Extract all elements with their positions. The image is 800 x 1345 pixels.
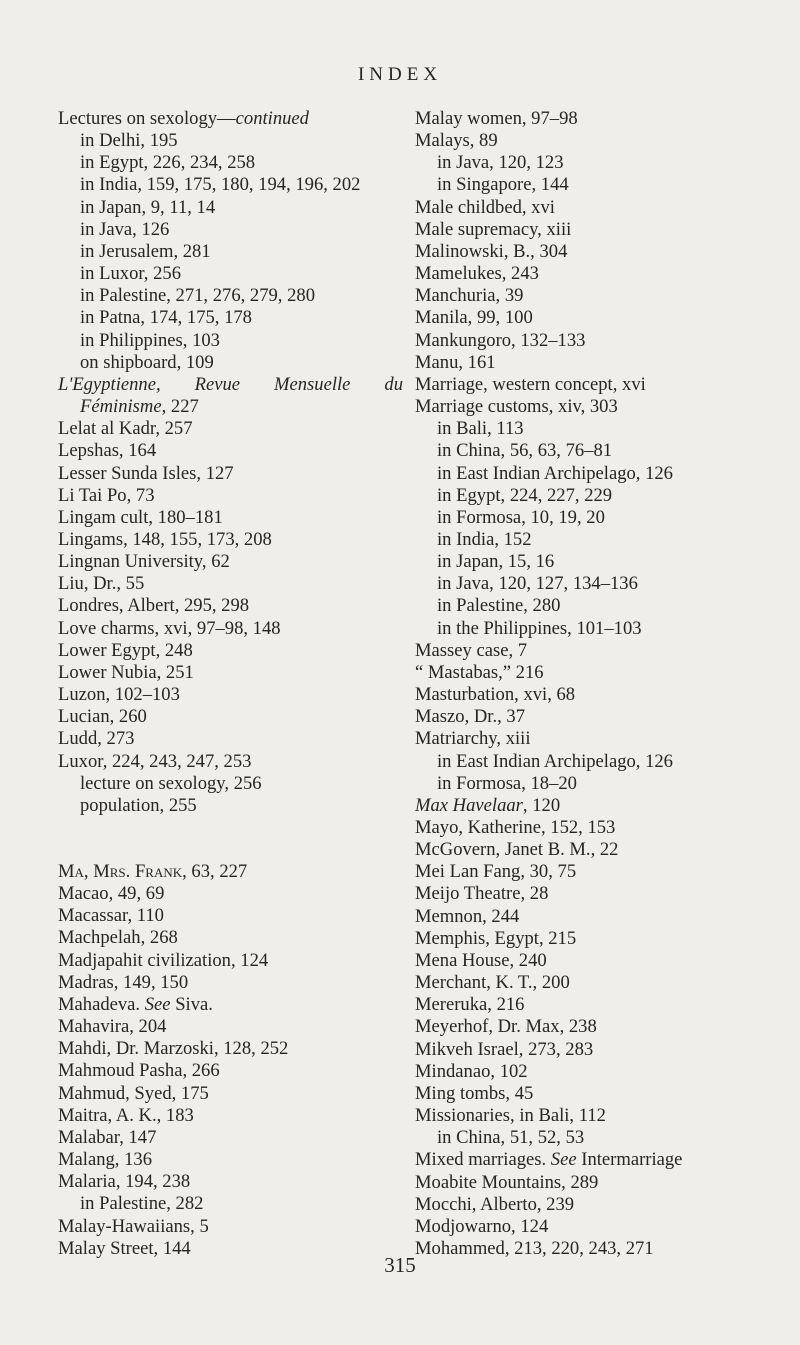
index-entry [415, 728, 760, 750]
entry-text: Lingnan University, 62 [58, 551, 230, 573]
entry-text: Malay-Hawaiians, 5 [58, 1215, 209, 1237]
index-entry [415, 130, 760, 152]
index-subentry [58, 330, 403, 352]
entry-text: Manila, 99, 100 [415, 307, 533, 329]
index-entry [415, 640, 760, 662]
entry-text: Mahmoud Pasha, 266 [58, 1060, 220, 1082]
entry-text: Matriarchy, xiii [415, 728, 531, 750]
index-subentry [415, 595, 760, 617]
entry-text: Manu, 161 [415, 351, 496, 373]
index-entry [58, 1127, 403, 1149]
index-entry [58, 662, 403, 684]
index-entry [415, 263, 760, 285]
entry-text: Lingams, 148, 155, 173, 208 [58, 528, 272, 550]
entry-text: Meyerhof, Dr. Max, 238 [415, 1016, 597, 1038]
index-entry [415, 285, 760, 307]
entry-text: Modjowarno, 124 [415, 1215, 549, 1237]
index-entry [415, 108, 760, 130]
index-entry [58, 706, 403, 728]
right-column [415, 108, 760, 1260]
entry-text: Lingam cult, 180–181 [58, 506, 223, 528]
entry-text: Malabar, 147 [58, 1126, 157, 1148]
entry-text: in East Indian Archipelago, 126 [437, 462, 673, 484]
index-entry [58, 1216, 403, 1238]
index-entry [58, 1060, 403, 1082]
entry-text: in Palestine, 282 [80, 1193, 204, 1215]
entry-text: Li Tai Po, 73 [58, 484, 155, 506]
entry-text: in Singapore, 144 [437, 174, 569, 196]
index-subentry [415, 507, 760, 529]
entry-pages: Siva. [170, 993, 213, 1015]
entry-text: Luzon, 102–103 [58, 684, 180, 706]
entry-text: Massey case, 7 [415, 639, 528, 661]
entry-text: population, 255 [80, 794, 197, 816]
entry-text: Ma, Mrs. Frank [58, 861, 183, 882]
entry-text: in Formosa, 18–20 [437, 772, 577, 794]
index-subentry [58, 152, 403, 174]
entry-text: Liu, Dr., 55 [58, 573, 145, 595]
entry-text: Lepshas, 164 [58, 440, 157, 462]
index-subentry [415, 174, 760, 196]
entry-word: L'Egyptienne, [58, 373, 161, 395]
index-entry [58, 108, 403, 130]
entry-text: Mikveh Israel, 273, 283 [415, 1038, 594, 1060]
index-entry [415, 307, 760, 329]
index-entry [58, 728, 403, 750]
entry-text: Ludd, 273 [58, 728, 135, 750]
index-entry [415, 817, 760, 839]
entry-text: Malay Street, 144 [58, 1237, 191, 1259]
entry-continued-label: continued [235, 108, 309, 129]
index-subentry [58, 130, 403, 152]
index-entry [58, 1016, 403, 1038]
entry-text: Lucian, 260 [58, 706, 147, 728]
index-entry [415, 1105, 760, 1127]
entry-text: in China, 51, 52, 53 [437, 1127, 585, 1149]
entry-pages: , 120 [522, 794, 561, 816]
entry-text: in Palestine, 280 [437, 595, 561, 617]
entry-text: in Palestine, 271, 276, 279, 280 [80, 285, 315, 307]
left-column [58, 108, 403, 1260]
entry-text: Machpelah, 268 [58, 927, 178, 949]
entry-text: Macassar, 110 [58, 905, 164, 927]
index-entry [415, 1083, 760, 1105]
index-entry [58, 573, 403, 595]
entry-text: Malinowski, B., 304 [415, 240, 568, 262]
entry-text: Lower Nubia, 251 [58, 661, 194, 683]
entry-text: Mindanao, 102 [415, 1060, 528, 1082]
left-column-l-entries [58, 108, 403, 817]
index-entry [58, 994, 403, 1016]
index-subentry [58, 307, 403, 329]
entry-text: Luxor, 224, 243, 247, 253 [58, 750, 252, 772]
index-entry [415, 662, 760, 684]
entry-text: Lelat al Kadr, 257 [58, 418, 193, 440]
index-entry [58, 1105, 403, 1127]
index-entry [58, 1171, 403, 1193]
index-entry [58, 751, 403, 773]
entry-word: Revue [194, 373, 241, 395]
entry-text: Meijo Theatre, 28 [415, 883, 549, 905]
index-subentry [415, 440, 760, 462]
index-entry [415, 861, 760, 883]
entry-text: Memphis, Egypt, 215 [415, 927, 577, 949]
entry-text: Mena House, 240 [415, 949, 547, 971]
index-subentry [415, 1127, 760, 1149]
index-subentry [415, 773, 760, 795]
index-entry [58, 1038, 403, 1060]
index-subentry [415, 551, 760, 573]
entry-text: Maitra, A. K., 183 [58, 1104, 194, 1126]
index-entry [415, 950, 760, 972]
entry-text: in East Indian Archipelago, 126 [437, 750, 673, 772]
index-entry [58, 972, 403, 994]
entry-text: Mayo, Katherine, 152, 153 [415, 817, 616, 838]
index-subentry [415, 418, 760, 440]
index-entry [415, 795, 760, 817]
see-reference: See [144, 993, 171, 1015]
entry-text: Memnon, 244 [415, 905, 520, 927]
index-entry [58, 927, 403, 949]
index-subentry [58, 263, 403, 285]
entry-text: Love charms, xvi, 97–98, 148 [58, 617, 281, 639]
index-subentry [415, 618, 760, 640]
entry-text: Mahavira, 204 [58, 1016, 167, 1038]
index-entry [58, 618, 403, 640]
index-entry [58, 440, 403, 462]
entry-text: “ Mastabas,” 216 [415, 661, 544, 683]
index-entry [58, 507, 403, 529]
entry-text: Mohammed, 213, 220, 243, 271 [415, 1237, 654, 1259]
index-subentry [58, 352, 403, 374]
entry-text: Male supremacy, xiii [415, 218, 572, 240]
entry-text: in Jerusalem, 281 [80, 240, 211, 262]
page-number: 315 [384, 1253, 416, 1277]
entry-text: in the Philippines, 101–103 [437, 617, 642, 639]
entry-text: in India, 159, 175, 180, 194, 196, 202 [80, 174, 361, 196]
index-subentry [58, 241, 403, 263]
index-entry [58, 1149, 403, 1171]
entry-text: Missionaries, in Bali, 112 [415, 1105, 606, 1127]
index-subentry [415, 463, 760, 485]
entry-text: in Formosa, 10, 19, 20 [437, 506, 605, 528]
index-entry [58, 640, 403, 662]
index-subentry [415, 751, 760, 773]
entry-text: Madjapahit civilization, 124 [58, 949, 269, 971]
entry-text: in Japan, 15, 16 [437, 551, 555, 573]
index-entry [58, 1083, 403, 1105]
entry-pages: Intermarriage [576, 1149, 683, 1171]
index-entry [415, 1016, 760, 1038]
index-entry [415, 374, 760, 396]
entry-text: Malaria, 194, 238 [58, 1171, 191, 1193]
index-entry [415, 928, 760, 950]
index-entry [58, 595, 403, 617]
entry-text: in Java, 120, 127, 134–136 [437, 573, 638, 595]
index-entry [58, 883, 403, 905]
entry-text: Max Havelaar [415, 794, 523, 816]
index-subentry [58, 219, 403, 241]
index-subentry [58, 773, 403, 795]
index-entry [415, 219, 760, 241]
entry-text: lecture on sexology, 256 [80, 772, 262, 794]
entry-text: Merchant, K. T., 200 [415, 972, 570, 994]
index-subentry [415, 529, 760, 551]
index-entry [415, 1194, 760, 1216]
left-column-m-entries [58, 861, 403, 1260]
entry-text: Masturbation, xvi, 68 [415, 684, 576, 706]
entry-text: Mahmud, Syed, 175 [58, 1082, 209, 1104]
index-entry [58, 861, 403, 883]
index-entry [415, 1172, 760, 1194]
entry-text: Mereruka, 216 [415, 994, 525, 1016]
index-entry [415, 839, 760, 861]
index-entry [58, 374, 403, 396]
entry-text: Lower Egypt, 248 [58, 639, 193, 661]
entry-text: Madras, 149, 150 [58, 971, 189, 993]
index-entry [415, 330, 760, 352]
index-entry [415, 1039, 760, 1061]
index-subentry [58, 285, 403, 307]
index-entry [415, 706, 760, 728]
entry-text: in Philippines, 103 [80, 329, 220, 351]
entry-text: in Egypt, 226, 234, 258 [80, 152, 256, 174]
entry-text: Malay women, 97–98 [415, 108, 578, 129]
page-header: INDEX [357, 64, 443, 85]
entry-text: in China, 56, 63, 76–81 [437, 440, 613, 462]
entry-text: Mahdi, Dr. Marzoski, 128, 252 [58, 1038, 289, 1060]
index-entry [415, 197, 760, 219]
entry-text: in Java, 126 [80, 218, 170, 240]
index-entry [58, 463, 403, 485]
index-subentry [58, 197, 403, 219]
index-entry [415, 1061, 760, 1083]
index-entry [58, 529, 403, 551]
entry-text: Lectures on sexology— [58, 108, 236, 129]
index-subentry [415, 485, 760, 507]
entry-text: Londres, Albert, 295, 298 [58, 595, 250, 617]
index-subentry [415, 573, 760, 595]
entry-text: Marriage, western concept, xvi [415, 373, 646, 395]
index-entry [415, 994, 760, 1016]
entry-text: in Japan, 9, 11, 14 [80, 196, 216, 218]
index-entry [58, 950, 403, 972]
entry-text: Féminisme [80, 396, 162, 418]
entry-text: Moabite Mountains, 289 [415, 1171, 599, 1193]
entry-text: in Egypt, 224, 227, 229 [437, 484, 613, 506]
index-entry [58, 684, 403, 706]
index-entry [415, 972, 760, 994]
entry-text: Ming tombs, 45 [415, 1082, 534, 1104]
right-column-entries [415, 108, 760, 1260]
entry-pages: , 227 [161, 396, 199, 418]
index-entry [415, 684, 760, 706]
index-entry [415, 241, 760, 263]
index-entry [415, 906, 760, 928]
index-entry [415, 352, 760, 374]
entry-word: Mensuelle [274, 373, 351, 395]
entry-text: Malang, 136 [58, 1149, 152, 1171]
entry-text: Manchuria, 39 [415, 285, 524, 307]
section-gap [58, 817, 403, 861]
index-subentry [58, 396, 403, 418]
index-entry [415, 883, 760, 905]
index-entry [58, 485, 403, 507]
entry-text: Marriage customs, xiv, 303 [415, 396, 618, 418]
entry-text: in Luxor, 256 [80, 263, 181, 285]
entry-text: Mocchi, Alberto, 239 [415, 1193, 575, 1215]
entry-text: on shipboard, 109 [80, 351, 214, 373]
entry-text: in Bali, 113 [437, 418, 524, 440]
entry-text: Mahadeva. [58, 993, 145, 1015]
index-entry [415, 1149, 760, 1171]
entry-text: Maszo, Dr., 37 [415, 706, 526, 728]
entry-text: Macao, 49, 69 [58, 883, 165, 905]
index-entry [415, 396, 760, 418]
index-subentry [58, 1193, 403, 1215]
index-entry [58, 551, 403, 573]
entry-text: Lesser Sunda Isles, 127 [58, 462, 234, 484]
entry-pages: , 63, 227 [182, 861, 248, 882]
entry-text: Male childbed, xvi [415, 196, 555, 218]
index-entry [415, 1216, 760, 1238]
index-subentry [58, 795, 403, 817]
entry-text: McGovern, Janet B. M., 22 [415, 839, 619, 861]
entry-text: Mixed marriages. [415, 1149, 551, 1171]
entry-text: in Patna, 174, 175, 178 [80, 307, 252, 329]
index-entry [58, 905, 403, 927]
entry-word: du [384, 373, 403, 395]
entry-text: in Delhi, 195 [80, 130, 178, 152]
entry-text: in India, 152 [437, 528, 532, 550]
entry-text: in Java, 120, 123 [437, 152, 564, 174]
entry-text: Mei Lan Fang, 30, 75 [415, 861, 577, 883]
entry-text: Mankungoro, 132–133 [415, 329, 586, 351]
index-subentry [415, 152, 760, 174]
see-reference: See [550, 1149, 577, 1171]
entry-text: Malays, 89 [415, 130, 498, 152]
entry-text: Mamelukes, 243 [415, 263, 539, 285]
index-subentry [58, 174, 403, 196]
index-entry [58, 418, 403, 440]
